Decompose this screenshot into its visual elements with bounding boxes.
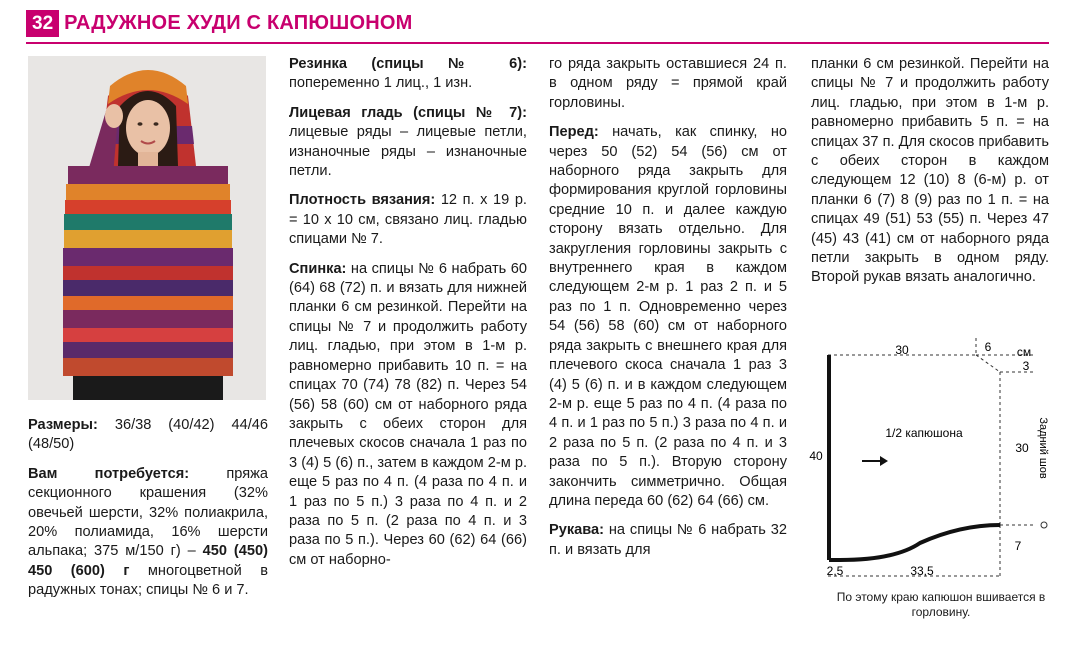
- materials-paragraph: [28, 465, 268, 601]
- column-front: [549, 55, 787, 570]
- sizes-label: Размеры:: [28, 417, 98, 433]
- sleeve-text: на спицы № 6 набрать 32 п. и вязать для: [549, 522, 787, 558]
- seam-mark-icon: [1041, 522, 1047, 528]
- gauge-paragraph: [289, 191, 527, 249]
- front-paragraph: [549, 123, 787, 511]
- materials-label: Вам потребуется:: [28, 465, 190, 482]
- materials-text: пряжа секционного крашения (32% овечьей шерсти, 32% полиакрила, 20% полиамида, 16% шерсти альпака; 375 м/150 г) –: [28, 465, 268, 560]
- right-bottom-label: 7: [1014, 539, 1022, 553]
- arrow-head-icon: [880, 456, 888, 466]
- rib-paragraph: [289, 55, 527, 94]
- top-width-label: 30: [895, 343, 909, 357]
- article-number: 32: [26, 10, 59, 37]
- bottom-left-label: 2,5: [826, 564, 844, 578]
- sleeve-paragraph: [549, 521, 787, 560]
- back-paragraph: [289, 260, 527, 571]
- stockinette-text: лицевые ряды – лицевые петли, изнаночные ряды – изнаночные петли.: [289, 124, 527, 180]
- article-title: РАДУЖНОЕ ХУДИ С КАПЮШОНОМ: [64, 11, 413, 34]
- bottom-width-label: 33,5: [910, 564, 934, 578]
- sizes-paragraph: [28, 416, 268, 455]
- gauge-text: 12 п. х 19 р. = 10 х 10 см, связано лиц. гладью спицами № 7.: [289, 192, 527, 248]
- top-slope-line: [976, 355, 1000, 372]
- materials-text-end: многоцветной в радужных тонах; спицы № 6 и 7.: [28, 562, 269, 599]
- article-header: [26, 8, 412, 38]
- back-text: на спицы № 6 набрать 60 (64) 68 (72) п. и вязать для нижней планки 6 см резинкой. Перейти на спицы № 7 и продолжить работу лиц. гладью, при этом в 1-м р. равномерно прибавить 10 п. = на спицах 70 (74) 78 (82) п. Через 54 (56) 58 (60) см от наборного ряда закрыть с обеих сторон для плечевых скосов сначала 1 раз по 3 (4) 5 (6) п., затем в каждом 2-м р. еще 5 раз по 4 п. (4 раза по 4 п. и 1 раз по 5 п.) 3 раза по 4 п. и 2 раза по 5 п. (2 раза по 4 п. и 3 раза по 5 п.). Через 60 (62) 64 (66) см от наборно-: [289, 260, 527, 568]
- hood-schematic: [800, 328, 1052, 626]
- back-seam-label: Задний шов: [1037, 417, 1049, 479]
- front-label: Перед:: [549, 124, 599, 141]
- hood-label: 1/2 капюшона: [885, 426, 963, 440]
- column-sizes: [28, 416, 268, 611]
- rib-label: Резинка (спицы № 6):: [289, 56, 527, 72]
- sizes-text: 36/38 (40/42) 44/46 (48/50): [28, 417, 268, 453]
- right-height-label: 30: [1015, 441, 1029, 455]
- materials-amount: 450 (450) 450 (600) г: [28, 543, 268, 579]
- neckline-edge: [829, 525, 1000, 560]
- back-continued-paragraph: го ряда закрыть оставшиеся 24 п. в одном ряду = прямой край горловины.: [549, 56, 787, 111]
- back-label: Спинка:: [289, 260, 347, 277]
- column-sleeves: [811, 55, 1049, 298]
- rib-text: попеременно 1 лиц., 1 изн.: [289, 75, 473, 92]
- top-drop-label: 3: [1022, 359, 1030, 373]
- stockinette-label: Лицевая гладь (спицы № 7):: [289, 104, 527, 121]
- front-text: начать, как спинку, но через 50 (52) 54 (56) см от наборного ряда закрыть для формирования круглой горловины средние 10 п. и далее каждую сторону вязать отдельно. Для закругления горловины закрыть с внутреннего края в каждом следующем 2-м р. 1 раз 2 п. и 5 раз по 1 п. Одновременно через 54 (56) 58 (60) см от наборного ряда закрыть с внешнего края для плечевого скоса сначала 1 раз 3 (4) 5 (6) п. и в каждом следующем 2-м р. еще 5 раз по 4 п. (4 раза по 4 п. и 1 раз по 5 п.) 3 раза по 4 п. и 2 раза по 5 п. (2 раза по 4 п. и 3 раза по 5 п.). Вторую сторону закончить симметрично. Общая длина переда 60 (62) 64 (66) см.: [549, 124, 787, 509]
- sleeve-continued-paragraph: планки 6 см резинкой. Перейти на спицы № 7 и продолжить работу лиц. гладью, при этом в 1-м р. равномерно прибавить 5 п. = на спицах 37 п. Для скосов прибавить с обеих сторон в каждом следующем 12 (10) 8 (6-м) р. от планки 6 (7) 8 (9) раз по 1 п. = на спицах 49 (51) 53 (55) п. Через 47 (45) 43 (41) см от наборного ряда петли закрыть в одном ряду. Второй рукав вязать аналогично.: [811, 56, 1049, 286]
- woman-in-rainbow-hoodie-photo: [28, 56, 266, 400]
- top-right-label: 6: [984, 340, 992, 354]
- column-back: [289, 55, 527, 580]
- sleeve-label: Рукава:: [549, 522, 605, 539]
- diagram-caption: По этому краю капюшон вшивается в горловину.: [836, 590, 1046, 619]
- gauge-label: Плотность вязания:: [289, 192, 436, 209]
- header-rule: [26, 42, 1049, 44]
- unit-label: см: [1016, 345, 1032, 359]
- left-height-label: 40: [809, 449, 823, 463]
- stockinette-paragraph: [289, 104, 527, 182]
